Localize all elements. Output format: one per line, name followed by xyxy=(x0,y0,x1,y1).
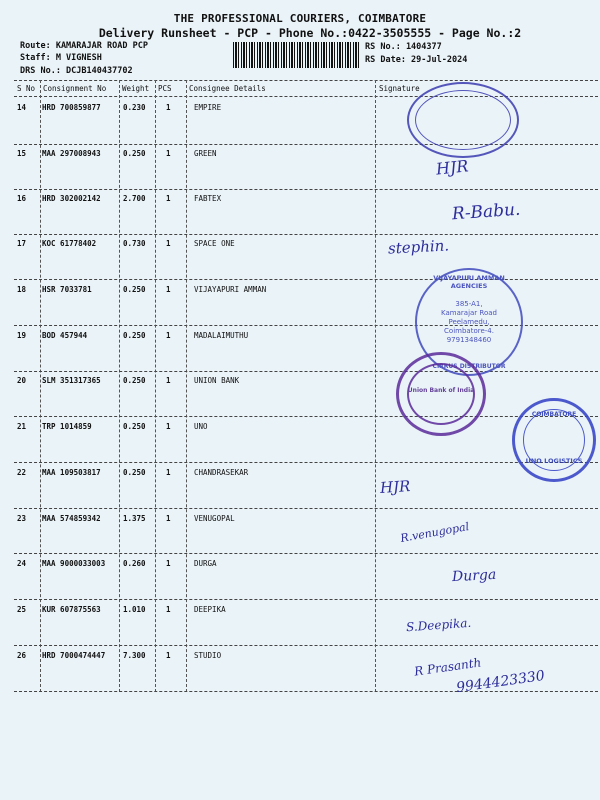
stamp-address-line: 385-A1, xyxy=(455,300,483,308)
row-consignment: KOC 61778402 xyxy=(42,239,97,248)
stamp-label: UNO LOGISTICS xyxy=(525,457,583,465)
row-sno: 20 xyxy=(17,376,27,385)
stamp-phone: 9791348460 xyxy=(446,336,492,344)
row-consignee: DURGA xyxy=(194,559,217,568)
row-sno: 26 xyxy=(17,651,27,660)
row-sno: 21 xyxy=(17,422,27,431)
row-weight: 1.010 xyxy=(123,605,146,614)
row-weight: 1.375 xyxy=(123,514,146,523)
signature-row-26-phone: 9944423330 xyxy=(455,667,546,697)
row-weight: 7.300 xyxy=(123,651,146,660)
row-consignee: GREEN xyxy=(194,149,217,158)
col-header-weight: Weight xyxy=(122,84,150,93)
row-pcs: 1 xyxy=(166,103,171,112)
row-weight: 0.250 xyxy=(123,376,146,385)
row-pcs: 1 xyxy=(166,559,171,568)
row-pcs: 1 xyxy=(166,605,171,614)
stamp-address-line: Peelamedu, xyxy=(448,318,490,326)
row-divider xyxy=(14,691,598,692)
row-divider xyxy=(14,189,598,190)
rs-number: RS No.: 1404377 xyxy=(365,42,442,52)
company-title: THE PROFESSIONAL COURIERS, COIMBATORE xyxy=(173,12,427,25)
row-weight: 0.250 xyxy=(123,285,146,294)
row-weight: 0.250 xyxy=(123,149,146,158)
stamp-label: VIJAYAPURI AMMAN AGENCIES xyxy=(433,274,505,290)
staff-label: Staff: M VIGNESH xyxy=(20,53,102,63)
stamp-top-text: COIMBATORE xyxy=(531,411,577,418)
row-consignee: EMPIRE xyxy=(194,103,222,112)
row-pcs: 1 xyxy=(166,285,171,294)
col-header-consignee: Consignee Details xyxy=(189,84,266,93)
header-top-rule xyxy=(14,80,598,81)
row-consignment: MAA 9000033003 xyxy=(42,559,106,568)
row-weight: 0.250 xyxy=(123,422,146,431)
row-pcs: 1 xyxy=(166,331,171,340)
rs-date: RS Date: 29-Jul-2024 xyxy=(365,55,468,65)
row-consignee: CHANDRASEKAR xyxy=(194,468,249,477)
uno-logistics-stamp xyxy=(512,398,596,482)
row-consignee: VIJAYAPURI AMMAN xyxy=(194,285,267,294)
row-consignment: MAA 109503817 xyxy=(42,468,101,477)
row-divider xyxy=(14,234,598,235)
table-row xyxy=(0,147,600,193)
table-row xyxy=(0,420,600,466)
row-consignee: STUDIO xyxy=(194,651,222,660)
row-sno: 17 xyxy=(17,239,27,248)
stamp-label: Union Bank of India xyxy=(407,387,475,394)
signature-row-25: S.Deepika. xyxy=(405,615,472,635)
row-pcs: 1 xyxy=(166,149,171,158)
row-divider xyxy=(14,599,598,600)
signature-row-26-name: R Prasanth xyxy=(413,655,483,679)
row-consignment: HSR 7033781 xyxy=(42,285,92,294)
table-row xyxy=(0,466,600,512)
stamp-address-line: Coimbatore-4. xyxy=(444,327,494,335)
row-consignee: FABTEX xyxy=(194,194,222,203)
row-sno: 22 xyxy=(17,468,27,477)
table-row xyxy=(0,557,600,603)
row-consignee: VENUGOPAL xyxy=(194,514,235,523)
signature-row-16: R-Babu. xyxy=(451,199,522,225)
row-sno: 25 xyxy=(17,605,27,614)
row-divider xyxy=(14,553,598,554)
row-consignment: HRD 7000474447 xyxy=(42,651,106,660)
row-divider xyxy=(14,416,598,417)
row-pcs: 1 xyxy=(166,376,171,385)
row-consignee: DEEPIKA xyxy=(194,605,226,614)
table-row xyxy=(0,603,600,649)
signature-row-17: stephin. xyxy=(387,236,450,258)
col-header-signature: Signature xyxy=(379,84,420,93)
row-consignment: SLM 351317365 xyxy=(42,376,101,385)
row-weight: 0.250 xyxy=(123,331,146,340)
row-weight: 0.730 xyxy=(123,239,146,248)
row-consignment: HRD 302002142 xyxy=(42,194,101,203)
col-header-consignment: Consignment No xyxy=(43,84,107,93)
signature-row-22: HJR xyxy=(379,476,411,498)
row-pcs: 1 xyxy=(166,468,171,477)
row-sno: 16 xyxy=(17,194,27,203)
row-consignee: UNO xyxy=(194,422,208,431)
row-divider xyxy=(14,508,598,509)
col-header-sno: S No xyxy=(17,84,36,93)
signature-row-15: HJR xyxy=(435,156,470,179)
stamp-address xyxy=(417,300,521,345)
signature-row-23: R.venugopal xyxy=(399,520,471,545)
row-consignment: HRD 700859877 xyxy=(42,103,101,112)
row-sno: 23 xyxy=(17,514,27,523)
row-weight: 0.260 xyxy=(123,559,146,568)
runsheet-subtitle: Delivery Runsheet - PCP - Phone No.:0422-3505555 - Page No.:2 xyxy=(98,26,522,40)
row-sno: 24 xyxy=(17,559,27,568)
barcode-image xyxy=(233,42,359,68)
header-bottom-rule xyxy=(14,96,598,97)
route-label: Route: KAMARAJAR ROAD PCP xyxy=(20,41,148,51)
stamp-address-line: Kamarajar Road xyxy=(441,309,497,317)
row-sno: 19 xyxy=(17,331,27,340)
row-pcs: 1 xyxy=(166,651,171,660)
stamp-inner-ring xyxy=(407,363,475,425)
table-row xyxy=(0,374,600,420)
row-divider xyxy=(14,144,598,145)
row-divider xyxy=(14,645,598,646)
row-divider xyxy=(14,462,598,463)
signature-row-24: Durga xyxy=(451,566,497,586)
col-header-pcs: PCS xyxy=(158,84,172,93)
row-sno: 14 xyxy=(17,103,27,112)
row-weight: 2.700 xyxy=(123,194,146,203)
row-consignee: SPACE ONE xyxy=(194,239,235,248)
row-divider xyxy=(14,371,598,372)
table-row xyxy=(0,512,600,558)
row-sno: 15 xyxy=(17,149,27,158)
row-weight: 0.250 xyxy=(123,468,146,477)
row-weight: 0.230 xyxy=(123,103,146,112)
stamp-footer: CIRRUS DISTRIBUTOR xyxy=(432,363,506,370)
row-pcs: 1 xyxy=(166,194,171,203)
row-consignment: MAA 297008943 xyxy=(42,149,101,158)
company-seal-stamp xyxy=(407,82,519,158)
row-consignment: TRP 1014859 xyxy=(42,422,92,431)
row-pcs: 1 xyxy=(166,422,171,431)
row-pcs: 1 xyxy=(166,514,171,523)
row-pcs: 1 xyxy=(166,239,171,248)
row-consignee: MADALAIMUTHU xyxy=(194,331,249,340)
seal-inner-ring xyxy=(415,90,511,150)
row-sno: 18 xyxy=(17,285,27,294)
row-consignment: BOD 457944 xyxy=(42,331,88,340)
row-consignment: MAA 574859342 xyxy=(42,514,101,523)
union-bank-stamp xyxy=(396,352,486,436)
row-consignment: KUR 607875563 xyxy=(42,605,101,614)
row-consignee: UNION BANK xyxy=(194,376,240,385)
drs-number: DRS No.: DCJB140437702 xyxy=(20,66,133,76)
